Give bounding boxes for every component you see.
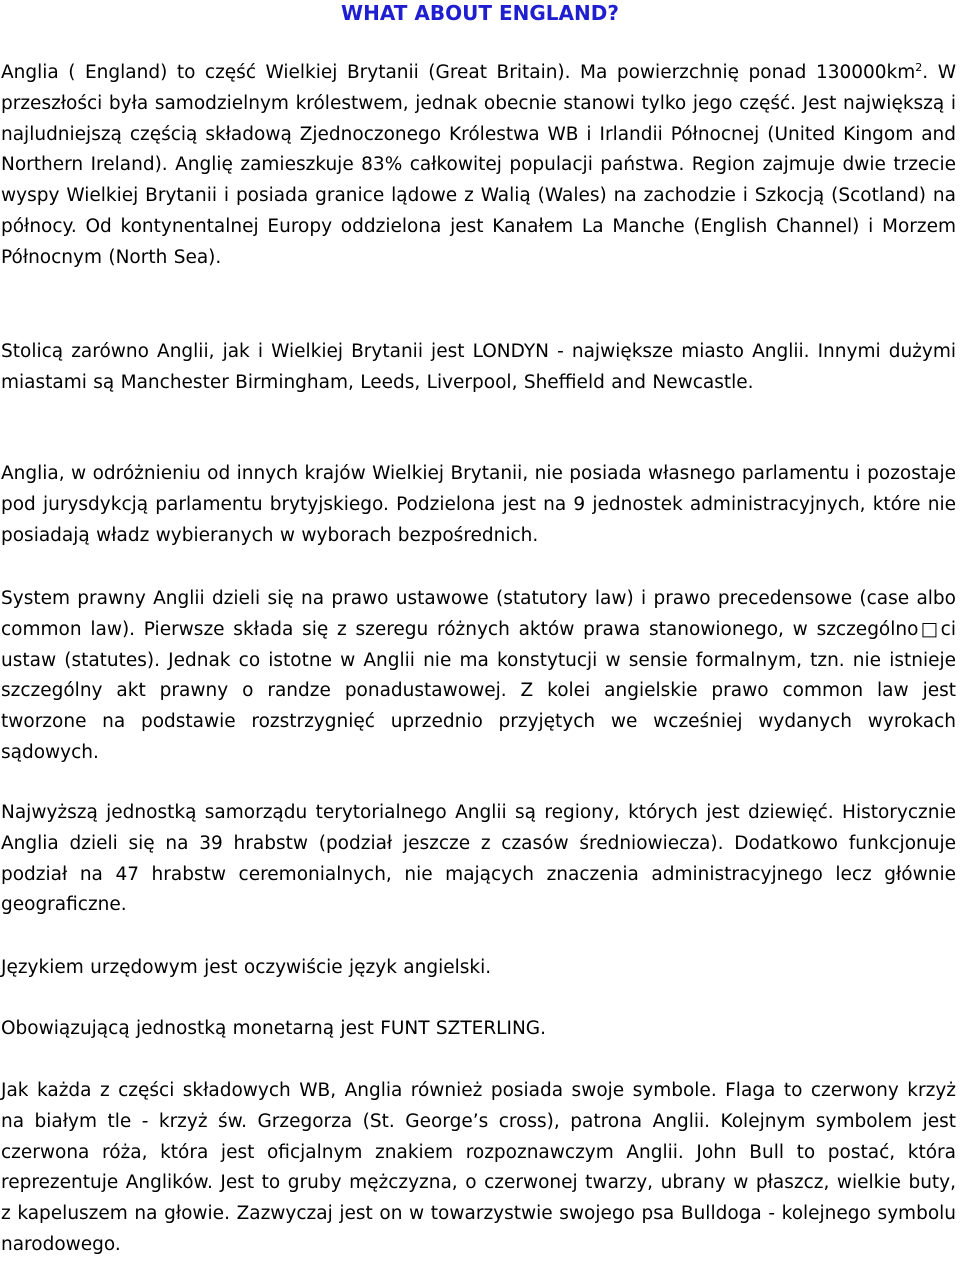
- paragraph-intro-text-end: . W przeszłości była samodzielnym królestwem, jednak obecnie stanowi tylko jego część. Jest największą i najludniejszą częścią składową Zjednoczonego Królestwa WB i Irlandii Północnej (United Kingom and Northern Ireland). Anglię zamieszkuje 83% całkowitej populacji państwa. Region zajmuje dwie trzecie wyspy Wielkiej Brytanii i posiada granice lądowe z Walią (Wales) na zachodzie i Szkocją (Scotland) na północy. Od kontynentalnej Europy oddzielona jest Kanałem La Manche (English Channel) i Morzem Północnym (North Sea).: [1, 62, 956, 268]
- paragraph-capital: Stolicą zarówno Anglii, jak i Wielkiej Brytanii jest LONDYN - największe miasto Anglii. Innymi dużymi miastami są Manchester Birmingham, Leeds, Liverpool, Sheffield and Newcastle.: [1, 341, 956, 393]
- paragraph-currency: Obowiązującą jednostką monetarną jest FUNT SZTERLING.: [1, 1018, 546, 1039]
- paragraph-intro-text-start: Anglia ( England) to część Wielkiej Brytanii (Great Britain). Ma powierzchnię ponad 130000km: [1, 62, 916, 83]
- superscript-2: 2: [915, 60, 923, 74]
- paragraph-intro: [1, 58, 956, 274]
- paragraph-administration: Najwyższą jednostką samorządu terytorialnego Anglii są regiony, których jest dziewięć. Historycznie Anglia dzieli się na 39 hrabstw (podział jeszcze z czasów średniowiecza). Dodatkowo funkcjonuje podział na 47 hrabstw ceremonialnych, nie mających znaczenia administracyjnego lecz głównie geograficzne.: [1, 802, 956, 916]
- paragraph-language: Językiem urzędowym jest oczywiście język angielski.: [1, 957, 492, 978]
- paragraph-symbols: Jak każda z części składowych WB, Anglia również posiada swoje symbole. Flaga to czerwony krzyż na białym tle - krzyż św. Grzegorza (St. George’s cross), patrona Anglii. Kolejnym symbolem jest czerwona róża, która jest oficjalnym znakiem rozpoznawczym Anglii. John Bull to postać, która reprezentuje Anglików. Jest to gruby mężczyzna, o czerwonej twarzy, ubrany w płaszcz, wielkie buty, z kapeluszem na głowie. Zazwyczaj jest on w towarzystwie swojego psa Bulldoga - kolejnego symbolu narodowego.: [1, 1080, 956, 1255]
- paragraph-parliament: Anglia, w odróżnieniu od innych krajów Wielkiej Brytanii, nie posiada własnego parlamentu i pozostaje pod jurysdykcją parlamentu brytyjskiego. Podzielona jest na 9 jednostek administracyjnych, które nie posiadają władz wybieranych w wyborach bezpośrednich.: [1, 463, 956, 546]
- paragraph-legal-system: System prawny Anglii dzieli się na prawo ustawowe (statutory law) i prawo precedensowe (case albo common law). Pierwsze składa się z szeregu różnych aktów prawa stanowionego, w szczególno□ci ustaw (statutes). Jednak co istotne w Anglii nie ma konstytucji w sensie formalnym, tzn. nie istnieje szczególny akt prawny o randze ponadustawowej. Z kolei angielskie prawo common law jest tworzone na podstawie rozstrzygnięć uprzednio przyjętych we wcześniej wydanych wyrokach sądowych.: [1, 588, 956, 763]
- document-title: WHAT ABOUT ENGLAND?: [341, 1, 619, 25]
